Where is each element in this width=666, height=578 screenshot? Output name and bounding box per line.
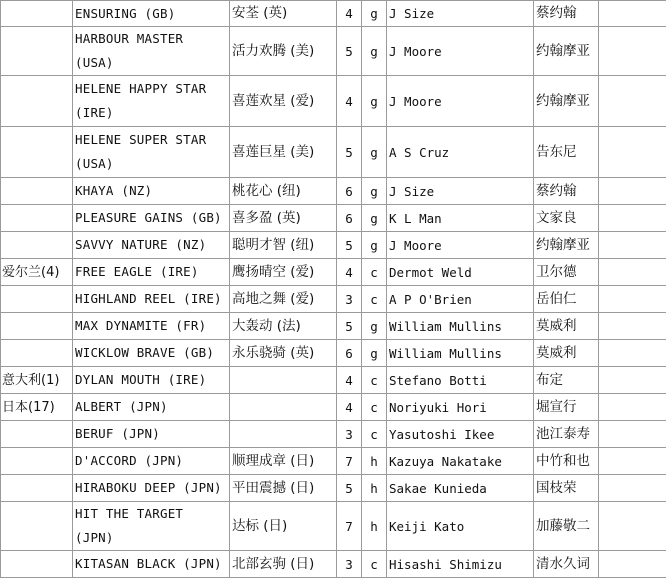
country-cell — [1, 1, 73, 27]
empty-cell — [599, 1, 666, 27]
trainer-cell: William Mullins — [387, 340, 534, 367]
horse-cn-name-cell: 聪明才智 (纽) — [230, 232, 337, 259]
horse-name-cell: HIGHLAND REEL (IRE) — [73, 286, 230, 313]
sex-cell: g — [362, 313, 387, 340]
trainer-cn-cell: 约翰摩亚 — [534, 27, 599, 76]
age-cell: 5 — [337, 232, 362, 259]
horse-cn-name-cell: 达标 (日) — [230, 502, 337, 551]
table-row — [1, 27, 666, 76]
trainer-cell: J Moore — [387, 232, 534, 259]
table-row — [1, 502, 666, 551]
country-cell — [1, 340, 73, 367]
sex-cell: g — [362, 76, 387, 127]
horse-cn-name-cell: 北部玄驹 (日) — [230, 551, 337, 578]
sex-cell: c — [362, 421, 387, 448]
horse-name-cell: SAVVY NATURE (NZ) — [73, 232, 230, 259]
age-cell: 5 — [337, 313, 362, 340]
country-cell: 日本(17) — [1, 394, 73, 421]
horse-cn-name-cell: 桃花心 (纽) — [230, 178, 337, 205]
age-cell: 3 — [337, 286, 362, 313]
table-row — [1, 448, 666, 475]
horse-name-cell: HELENE SUPER STAR (USA) — [73, 127, 230, 178]
country-cell — [1, 205, 73, 232]
horse-cn-name-cell: 喜莲巨星 (美) — [230, 127, 337, 178]
trainer-cell: Dermot Weld — [387, 259, 534, 286]
trainer-cn-cell: 文家良 — [534, 205, 599, 232]
trainer-cn-cell: 岳伯仁 — [534, 286, 599, 313]
horse-cn-name-cell: 鹰扬晴空 (爱) — [230, 259, 337, 286]
trainer-cn-cell: 卫尔德 — [534, 259, 599, 286]
age-cell: 7 — [337, 502, 362, 551]
sex-cell: g — [362, 178, 387, 205]
trainer-cell: Kazuya Nakatake — [387, 448, 534, 475]
horse-cn-name-cell: 高地之舞 (爱) — [230, 286, 337, 313]
country-cell — [1, 27, 73, 76]
age-cell: 5 — [337, 27, 362, 76]
horse-cn-name-cell: 安荃 (英) — [230, 1, 337, 27]
trainer-cell: J Size — [387, 178, 534, 205]
trainer-cell: A P O'Brien — [387, 286, 534, 313]
trainer-cell: Yasutoshi Ikee — [387, 421, 534, 448]
sex-cell: g — [362, 232, 387, 259]
age-cell: 6 — [337, 205, 362, 232]
table-row — [1, 340, 666, 367]
trainer-cn-cell: 清水久词 — [534, 551, 599, 578]
country-cell — [1, 421, 73, 448]
empty-cell — [599, 367, 666, 394]
trainer-cn-cell: 国枝荣 — [534, 475, 599, 502]
trainer-cell: William Mullins — [387, 313, 534, 340]
table-row — [1, 178, 666, 205]
empty-cell — [599, 205, 666, 232]
table-row — [1, 286, 666, 313]
table-row — [1, 127, 666, 178]
trainer-cell: J Moore — [387, 76, 534, 127]
trainer-cell: J Moore — [387, 27, 534, 76]
country-cell — [1, 127, 73, 178]
sex-cell: h — [362, 448, 387, 475]
horse-name-cell: MAX DYNAMITE (FR) — [73, 313, 230, 340]
country-cell — [1, 232, 73, 259]
country-cell — [1, 502, 73, 551]
sex-cell: g — [362, 205, 387, 232]
trainer-cell: Hisashi Shimizu — [387, 551, 534, 578]
sex-cell: c — [362, 551, 387, 578]
table-row — [1, 551, 666, 578]
trainer-cell: Stefano Botti — [387, 367, 534, 394]
empty-cell — [599, 340, 666, 367]
table-row — [1, 475, 666, 502]
trainer-cell: Sakae Kunieda — [387, 475, 534, 502]
horse-cn-name-cell: 大轰动 (法) — [230, 313, 337, 340]
empty-cell — [599, 76, 666, 127]
country-cell — [1, 286, 73, 313]
trainer-cn-cell: 莫威利 — [534, 340, 599, 367]
age-cell: 4 — [337, 367, 362, 394]
country-cell — [1, 475, 73, 502]
sex-cell: g — [362, 127, 387, 178]
sex-cell: h — [362, 475, 387, 502]
table-row — [1, 259, 666, 286]
trainer-cn-cell: 莫威利 — [534, 313, 599, 340]
table-body — [1, 1, 666, 578]
table-row — [1, 421, 666, 448]
horse-name-cell: WICKLOW BRAVE (GB) — [73, 340, 230, 367]
country-cell — [1, 551, 73, 578]
age-cell: 6 — [337, 178, 362, 205]
horse-name-cell: ENSURING (GB) — [73, 1, 230, 27]
horse-name-cell: D'ACCORD (JPN) — [73, 448, 230, 475]
horse-name-cell: HIRABOKU DEEP (JPN) — [73, 475, 230, 502]
trainer-cn-cell: 约翰摩亚 — [534, 76, 599, 127]
trainer-cn-cell: 池江泰寿 — [534, 421, 599, 448]
country-cell — [1, 448, 73, 475]
trainer-cell: K L Man — [387, 205, 534, 232]
country-cell: 爱尔兰(4) — [1, 259, 73, 286]
empty-cell — [599, 259, 666, 286]
horse-name-cell: KITASAN BLACK (JPN) — [73, 551, 230, 578]
horse-name-cell: ALBERT (JPN) — [73, 394, 230, 421]
horse-cn-name-cell: 喜莲欢星 (爱) — [230, 76, 337, 127]
trainer-cn-cell: 加藤敬二 — [534, 502, 599, 551]
horse-name-cell: PLEASURE GAINS (GB) — [73, 205, 230, 232]
empty-cell — [599, 27, 666, 76]
empty-cell — [599, 127, 666, 178]
table-row — [1, 367, 666, 394]
horse-name-cell: HELENE HAPPY STAR (IRE) — [73, 76, 230, 127]
empty-cell — [599, 313, 666, 340]
horse-cn-name-cell — [230, 394, 337, 421]
empty-cell — [599, 232, 666, 259]
empty-cell — [599, 286, 666, 313]
trainer-cn-cell: 蔡约翰 — [534, 1, 599, 27]
age-cell: 5 — [337, 127, 362, 178]
horse-name-cell: KHAYA (NZ) — [73, 178, 230, 205]
empty-cell — [599, 448, 666, 475]
table-row — [1, 232, 666, 259]
sex-cell: c — [362, 394, 387, 421]
age-cell: 6 — [337, 340, 362, 367]
trainer-cell: Noriyuki Hori — [387, 394, 534, 421]
trainer-cn-cell: 中竹和也 — [534, 448, 599, 475]
horse-cn-name-cell: 喜多盈 (英) — [230, 205, 337, 232]
horse-cn-name-cell: 活力欢腾 (美) — [230, 27, 337, 76]
horse-name-cell: FREE EAGLE (IRE) — [73, 259, 230, 286]
trainer-cn-cell: 蔡约翰 — [534, 178, 599, 205]
table-row — [1, 205, 666, 232]
sex-cell: c — [362, 259, 387, 286]
table-row — [1, 313, 666, 340]
age-cell: 7 — [337, 448, 362, 475]
country-cell — [1, 313, 73, 340]
horse-cn-name-cell — [230, 367, 337, 394]
age-cell: 3 — [337, 551, 362, 578]
horse-cn-name-cell — [230, 421, 337, 448]
trainer-cell: J Size — [387, 1, 534, 27]
empty-cell — [599, 178, 666, 205]
sex-cell: h — [362, 502, 387, 551]
horse-cn-name-cell: 永乐骁骑 (英) — [230, 340, 337, 367]
horse-name-cell: BERUF (JPN) — [73, 421, 230, 448]
horse-name-cell: HARBOUR MASTER (USA) — [73, 27, 230, 76]
age-cell: 4 — [337, 76, 362, 127]
age-cell: 4 — [337, 259, 362, 286]
empty-cell — [599, 551, 666, 578]
country-cell — [1, 76, 73, 127]
age-cell: 3 — [337, 421, 362, 448]
age-cell: 4 — [337, 1, 362, 27]
horse-cn-name-cell: 顺理成章 (日) — [230, 448, 337, 475]
empty-cell — [599, 502, 666, 551]
trainer-cn-cell: 堀宣行 — [534, 394, 599, 421]
age-cell: 4 — [337, 394, 362, 421]
country-cell: 意大利(1) — [1, 367, 73, 394]
table-row — [1, 394, 666, 421]
trainer-cell: Keiji Kato — [387, 502, 534, 551]
table-row — [1, 76, 666, 127]
empty-cell — [599, 394, 666, 421]
horse-cn-name-cell: 平田震撼 (日) — [230, 475, 337, 502]
trainer-cell: A S Cruz — [387, 127, 534, 178]
sex-cell: g — [362, 1, 387, 27]
empty-cell — [599, 475, 666, 502]
age-cell: 5 — [337, 475, 362, 502]
table-row — [1, 1, 666, 27]
trainer-cn-cell: 告东尼 — [534, 127, 599, 178]
sex-cell: g — [362, 27, 387, 76]
sex-cell: c — [362, 367, 387, 394]
horse-name-cell: HIT THE TARGET (JPN) — [73, 502, 230, 551]
empty-cell — [599, 421, 666, 448]
country-cell — [1, 178, 73, 205]
sex-cell: c — [362, 286, 387, 313]
horse-name-cell: DYLAN MOUTH (IRE) — [73, 367, 230, 394]
trainer-cn-cell: 布定 — [534, 367, 599, 394]
trainer-cn-cell: 约翰摩亚 — [534, 232, 599, 259]
sex-cell: g — [362, 340, 387, 367]
